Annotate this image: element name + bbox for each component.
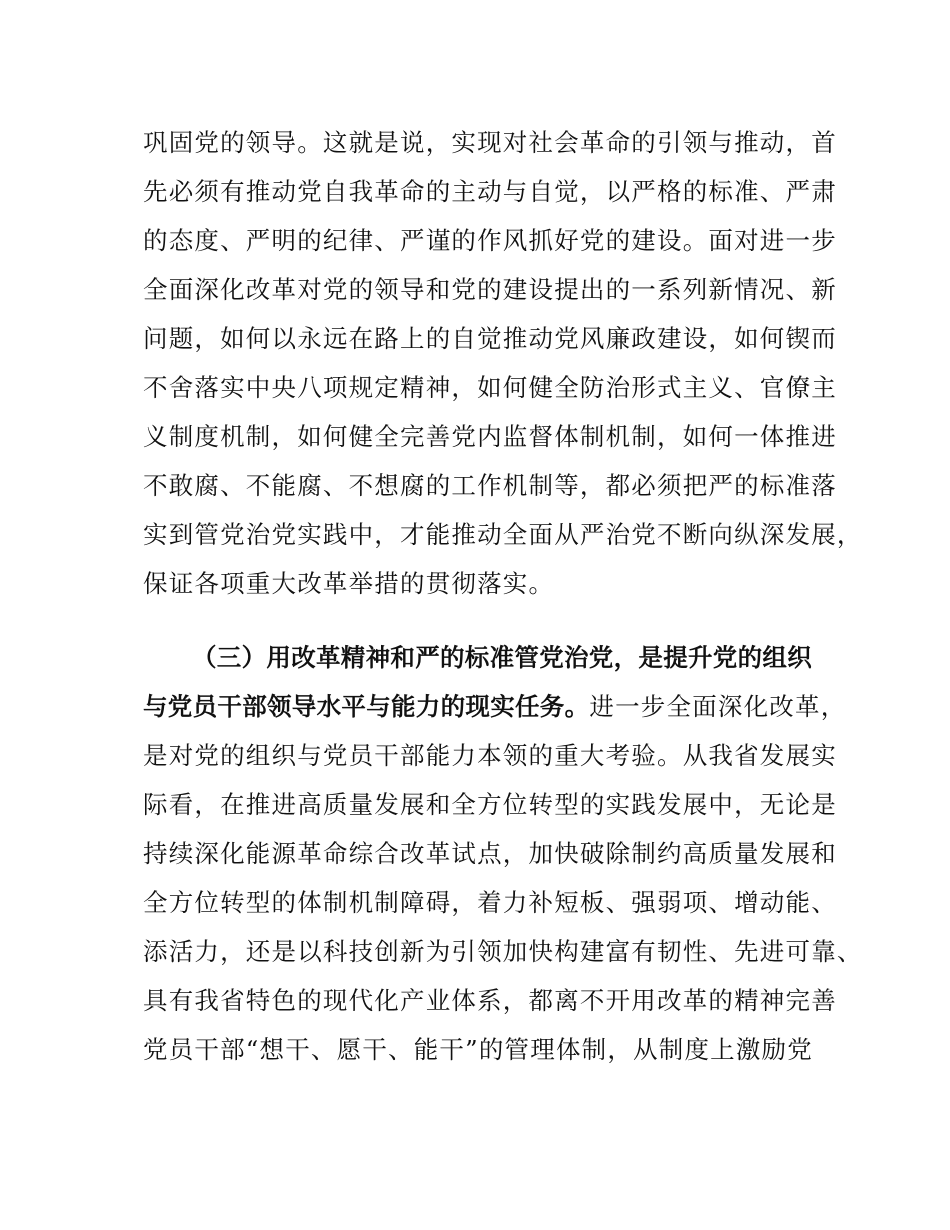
- paragraph1-line-6: 不舍落实中央八项规定精神，如何健全防治形式主义、官僚主: [143, 373, 837, 402]
- paragraph2-line-3: 持续深化能源革命综合改革试点，加快破除制约高质量发展和: [143, 839, 837, 868]
- paragraph2-line-1: 是对党的组织与党员干部能力本领的重大考验。从我省发展实: [143, 741, 837, 770]
- paragraph2-line-7: 党员干部“想干、愿干、能干”的管理体制，从制度上激励党: [143, 1035, 813, 1064]
- paragraph1-line-1: 巩固党的领导。这就是说，实现对社会革命的引领与推动，首: [143, 128, 837, 157]
- section-heading-bold-part: 与党员干部领导水平与能力的现实任务。: [143, 692, 590, 721]
- paragraph1-line-7: 义制度机制，如何健全完善党内监督体制机制，如何一体推进: [143, 422, 837, 451]
- paragraph1-line-3: 的态度、严明的纪律、严谨的作风抓好党的建设。面对进一步: [143, 226, 837, 255]
- paragraph1-line-9: 实到管党治党实践中，才能推动全面从严治党不断向纵深发展，: [143, 520, 863, 549]
- paragraph2-line-6: 具有我省特色的现代化产业体系，都离不开用改革的精神完善: [143, 986, 837, 1015]
- paragraph1-line-5: 问题，如何以永远在路上的自觉推动党风廉政建设，如何锲而: [143, 324, 837, 353]
- paragraph1-line-10: 保证各项重大改革举措的贯彻落实。: [143, 569, 555, 598]
- paragraph2-line-2: 际看，在推进高质量发展和全方位转型的实践发展中，无论是: [143, 790, 837, 819]
- paragraph2-line-4: 全方位转型的体制机制障碍，着力补短板、强弱项、增动能、: [143, 888, 837, 917]
- paragraph1-line-2: 先必须有推动党自我革命的主动与自觉，以严格的标准、严肃: [143, 177, 837, 206]
- paragraph2-first-text: 进一步全面深化改革，: [589, 692, 847, 721]
- section-heading-line-2: [143, 687, 846, 727]
- paragraph1-line-4: 全面深化改革对党的领导和党的建设提出的一系列新情况、新: [143, 275, 837, 304]
- paragraph1-line-8: 不敢腐、不能腐、不想腐的工作机制等，都必须把严的标准落: [143, 471, 837, 500]
- section-heading-line-1: （三）用改革精神和严的标准管党治党，是提升党的组织: [192, 643, 812, 672]
- paragraph2-line-5: 添活力，还是以科技创新为引领加快构建富有韧性、先进可靠、: [143, 937, 863, 966]
